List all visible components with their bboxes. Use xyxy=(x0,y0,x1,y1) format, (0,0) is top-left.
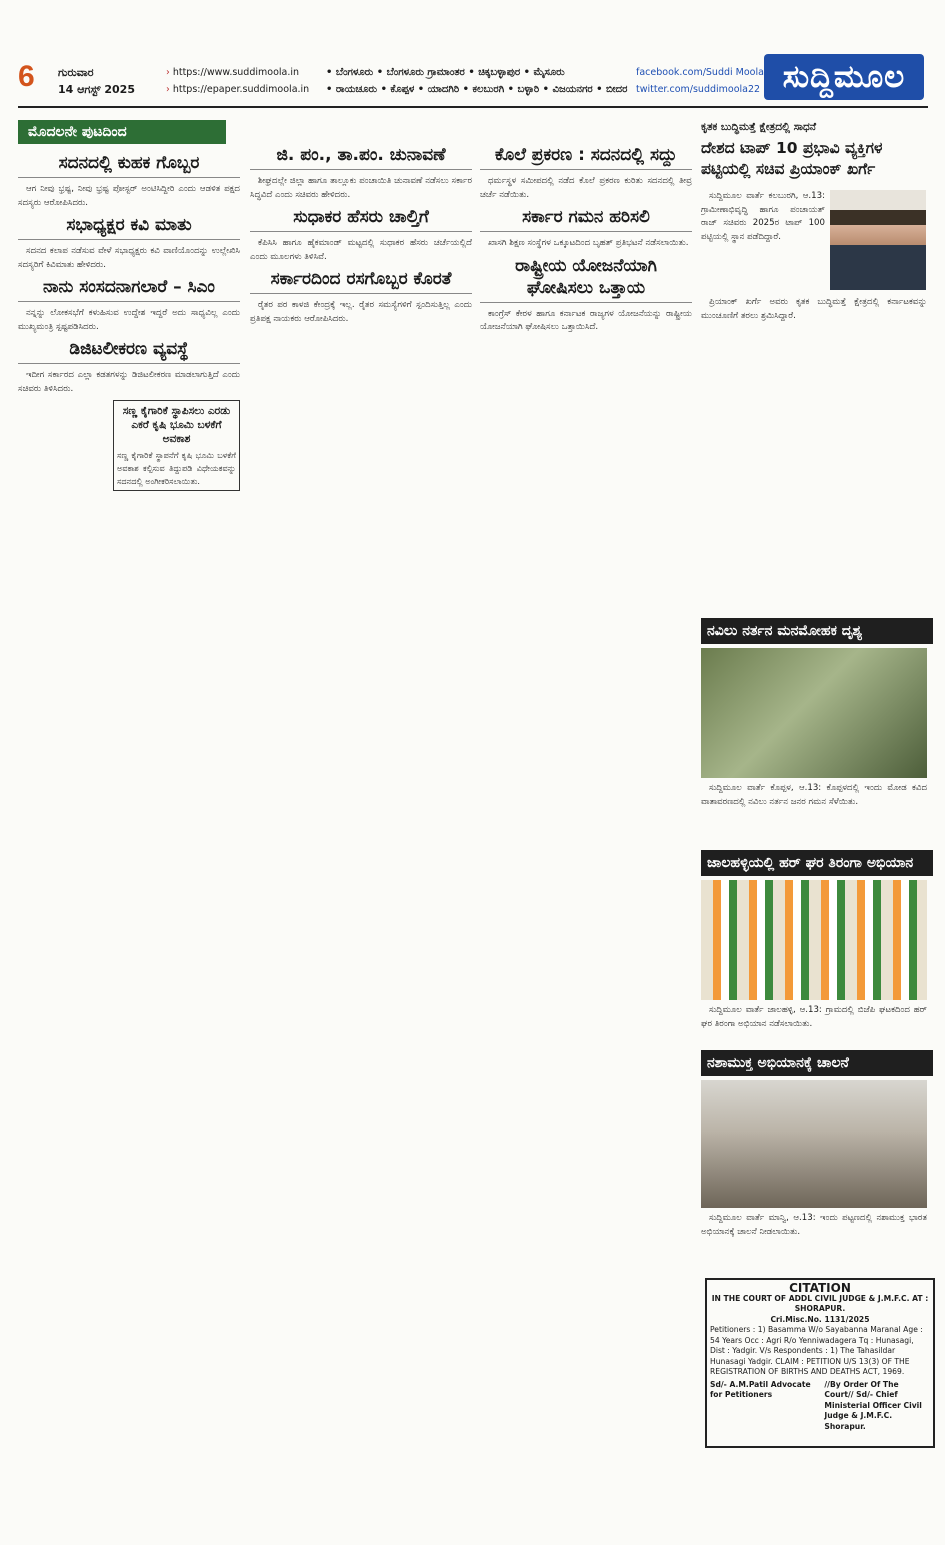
headline: ನಾನು ಸಂಸದನಾಗಲಾರೆ – ಸಿಎಂ xyxy=(18,276,240,302)
article-text-block xyxy=(701,1212,927,1272)
headline: ಜಿ. ಪಂ., ತಾ.ಪಂ. ಚುನಾವಣೆ xyxy=(250,144,472,170)
citation-court: IN THE COURT OF ADDL CIVIL JUDGE & J.M.F.C. AT : SHORAPUR. xyxy=(711,1293,929,1313)
peacock-photo xyxy=(701,648,927,778)
citation-case-number: Cri.Misc.No. 1131/2025 xyxy=(770,1314,870,1324)
kicker: ಕೃತಕ ಬುದ್ಧಿಮತ್ತೆ ಕ್ಷೇತ್ರದಲ್ಲಿ ಸಾಧನೆ xyxy=(701,121,817,133)
social-links xyxy=(636,64,764,98)
section-header: ನಶಾಮುಕ್ತ ಅಭಿಯಾನಕ್ಕೆ ಚಾಲನೆ xyxy=(701,1050,933,1076)
article-text: ರೈತರ ಪರ ಕಾಳಜಿ ಕೇಂದ್ರಕ್ಕೆ ಇಲ್ಲ. ರೈತರ ಸಮಸ್ಯೆಗಳಿಗೆ ಸ್ಪಂದಿಸುತ್ತಿಲ್ಲ ಎಂದು ಪ್ರತಿಪಕ್ಷ ನಾಯಕರು ಆರೋಪಿಸಿದರು. xyxy=(250,300,472,324)
box-text: ಸಣ್ಣ ಕೈಗಾರಿಕೆ ಸ್ಥಾಪನೆಗೆ ಕೃಷಿ ಭೂಮಿ ಬಳಕೆಗೆ ಅವಕಾಶ ಕಲ್ಪಿಸುವ ತಿದ್ದುಪಡಿ ವಿಧೇಯಕವನ್ನು ಸದನದಲ್ಲಿ ಅಂಗೀಕರಿಸಲಾಯಿತು. xyxy=(117,450,236,486)
article-text: ನನ್ನನ್ನು ಲೋಕಸಭೆಗೆ ಕಳುಹಿಸುವ ಉದ್ದೇಶ ಇದ್ದರೆ ಅದು ಸಾಧ್ಯವಿಲ್ಲ ಎಂದು ಮುಖ್ಯಮಂತ್ರಿ ಸ್ಪಷ್ಟಪಡಿಸಿದರು. xyxy=(18,308,240,332)
city-row-1: • ಬೆಂಗಳೂರು • ಬೆಂಗಳೂರು ಗ್ರಾಮಾಂತರ • ಚಿಕ್ಕಬಳ್ಳಾಪುರ • ಮೈಸೂರು xyxy=(326,67,565,78)
article-text: ಸುದ್ದಿಮೂಲ ವಾರ್ತೆ ಜಾಲಹಳ್ಳಿ, ಆ.13: ಗ್ರಾಮದಲ್ಲಿ ಬಿಜೆಪಿ ಘಟಕದಿಂದ ಹರ್ ಘರ ತಿರಂಗಾ ಅಭಿಯಾನ ನಡೆಸಲಾಯಿತು. xyxy=(701,1005,927,1029)
headline: ಸಭಾಧ್ಯಕ್ಷರ ಕವಿ ಮಾತು xyxy=(18,214,240,240)
article-text: ಸುದ್ದಿಮೂಲ ವಾರ್ತೆ ಮಾನ್ವಿ, ಆ.13: ಇಂದು ಪಟ್ಟಣದಲ್ಲಿ ನಶಾಮುಕ್ತ ಭಾರತ ಅಭಿಯಾನಕ್ಕೆ ಚಾಲನೆ ನೀಡಲಾಯಿತು. xyxy=(701,1213,927,1237)
article-text: ಕೆಪಿಸಿಸಿ ಹಾಗೂ ಹೈಕಮಾಂಡ್ ಮಟ್ಟದಲ್ಲಿ ಸುಧಾಕರ ಹೆಸರು ಚರ್ಚೆಯಲ್ಲಿದೆ ಎಂದು ಮೂಲಗಳು ತಿಳಿಸಿವೆ. xyxy=(250,238,472,262)
minister-photo xyxy=(830,190,926,290)
column-3 xyxy=(480,140,692,1523)
headline: ಸರ್ಕಾರದಿಂದ ರಸಗೊಬ್ಬರ ಕೊರತೆ xyxy=(250,268,472,294)
headline: ಸುಧಾಕರ ಹೆಸರು ಚಾಲ್ತಿಗೆ xyxy=(250,206,472,232)
section-header: ನವಿಲು ನರ್ತನ ಮನಮೋಹಕ ದೃಶ್ಯ xyxy=(701,618,933,644)
article-text: ಖಾಸಗಿ ಶಿಕ್ಷಣ ಸಂಸ್ಥೆಗಳ ಒಕ್ಕೂಟದಿಂದ ಬೃಹತ್ ಪ್ರತಿಭಟನೆ ನಡೆಸಲಾಯಿತು. xyxy=(488,238,689,248)
citation-sign-advocate: Sd/- A.M.Patil Advocate for Petitioners xyxy=(710,1379,811,1399)
article-text: ಧರ್ಮಸ್ಥಳ ಸಮೀಪದಲ್ಲಿ ನಡೆದ ಕೊಲೆ ಪ್ರಕರಣ ಕುರಿತು ಸದನದಲ್ಲಿ ತೀವ್ರ ಚರ್ಚೆ ನಡೆಯಿತು. xyxy=(480,176,692,200)
headline: ರಾಷ್ಟ್ರೀಯ ಯೋಜನೆಯಾಗಿ ಘೋಷಿಸಲು ಒತ್ತಾಯ xyxy=(480,255,692,303)
citation-body: Petitioners : 1) Basamma W/o Sayabanna Maranal Age : 54 Years Occ : Agri R/o Yenniwadagera Tq : Hunasagi, Dist : Yadgir. V/s Respondents : 1) The Tahasildar Hunasagi Yadgir. CLAIM : PETITION U/S 13(3) OF THE REGISTRATION OF BIRTHS AND DEATHS ACT, 1969. xyxy=(710,1325,923,1376)
citation-sign-court: //By Order Of The Court// Sd/- Chief Ministerial Officer Civil Judge & J.M.F.C. Shorapur. xyxy=(824,1379,922,1431)
article-text-block xyxy=(701,190,825,292)
section-band: ಮೊದಲನೇ ಪುಟದಿಂದ xyxy=(18,120,226,144)
column-2 xyxy=(250,140,472,1523)
masthead xyxy=(18,58,928,108)
sidebar-box xyxy=(113,400,240,491)
page-number: 6 xyxy=(18,60,35,93)
issue-day: ಗುರುವಾರ xyxy=(58,66,94,79)
citation-title: CITATION xyxy=(789,1281,851,1295)
article-text: ಆಗ ನೀವು ಭ್ರಷ್ಟ, ನೀವು ಭ್ರಷ್ಟ ಪೋಸ್ಟರ್ ಅಂಟಿಸಿದ್ದೀರಿ ಎಂದು ಆಡಳಿತ ಪಕ್ಷದ ಸದಸ್ಯರು ಆರೋಪಿಸಿದರು. xyxy=(18,184,240,208)
headline: ಸರ್ಕಾರ ಗಮನ ಹರಿಸಲಿ xyxy=(480,206,692,232)
column-1 xyxy=(18,148,240,1523)
article-text-block xyxy=(701,782,927,842)
article-text: ಸದನದ ಕಲಾಪ ನಡೆಸುವ ವೇಳೆ ಸಭಾಧ್ಯಕ್ಷರು ಕವಿ ವಾಣಿಯೊಂದನ್ನು ಉಲ್ಲೇಖಿಸಿ ಸದಸ್ಯರಿಗೆ ಕಿವಿಮಾತು ಹೇಳಿದರು. xyxy=(18,246,240,270)
article-text: ಇದೀಗ ಸರ್ಕಾರದ ಎಲ್ಲಾ ಕಡತಗಳನ್ನು ಡಿಜಿಟಲೀಕರಣ ಮಾಡಲಾಗುತ್ತಿದೆ ಎಂದು ಸಚಿವರು ತಿಳಿಸಿದರು. xyxy=(18,370,240,394)
article-text-block xyxy=(701,1004,927,1044)
court-citation xyxy=(705,1278,935,1448)
article-text: ಕಾಂಗ್ರೆಸ್ ಕೇರಳ ಹಾಗೂ ಕರ್ನಾಟಕ ರಾಜ್ಯಗಳ ಯೋಜನೆಯನ್ನು ರಾಷ್ಟ್ರೀಯ ಯೋಜನೆಯಾಗಿ ಘೋಷಿಸಲು ಒತ್ತಾಯಿಸಿದೆ. xyxy=(480,308,692,332)
issue-date-text: 14 ಆಗಸ್ಟ್ 2025 xyxy=(58,83,135,96)
epaper-link[interactable]: › https://epaper.suddimoola.in xyxy=(166,81,309,98)
article-text: ಸುದ್ದಿಮೂಲ ವಾರ್ತೆ ಕಲಬುರಗಿ, ಆ.13: ಗ್ರಾಮೀಣಾಭಿವೃದ್ಧಿ ಹಾಗೂ ಪಂಚಾಯತ್ ರಾಜ್ ಸಚಿವರು 2025ರ ಟಾಪ್ 100 ಪಟ್ಟಿಯಲ್ಲಿ ಸ್ಥಾನ ಪಡೆದಿದ್ದಾರೆ. xyxy=(701,191,825,242)
headline: ದೇಶದ ಟಾಪ್ 10 ಪ್ರಭಾವಿ ವ್ಯಕ್ತಿಗಳ ಪಟ್ಟಿಯಲ್ಲಿ ಸಚಿವ ಪ್ರಿಯಾಂಕ್ ಖರ್ಗೆ xyxy=(701,139,883,178)
article-text: ಶೀಘ್ರದಲ್ಲೇ ಜಿಲ್ಲಾ ಹಾಗೂ ತಾಲ್ಲೂಕು ಪಂಚಾಯಿತಿ ಚುನಾವಣೆ ನಡೆಸಲು ಸರ್ಕಾರ ಸಿದ್ಧವಿದೆ ಎಂದು ಸಚಿವರು ಹೇಳಿದರು. xyxy=(250,176,472,200)
headline: ಕೊಲೆ ಪ್ರಕರಣ : ಸದನದಲ್ಲಿ ಸದ್ದು xyxy=(480,144,692,170)
headline: ಡಿಜಿಟಲೀಕರಣ ವ್ಯವಸ್ಥೆ xyxy=(18,338,240,364)
headline: ಸದನದಲ್ಲಿ ಕುಹಕ ಗೊಬ್ಬರ xyxy=(18,152,240,178)
section-header: ಜಾಲಹಳ್ಳಿಯಲ್ಲಿ ಹರ್ ಘರ ತಿರಂಗಾ ಅಭಿಯಾನ xyxy=(701,850,933,876)
article-text: ಪ್ರಿಯಾಂಕ್ ಖರ್ಗೆ ಅವರು ಕೃತಕ ಬುದ್ಧಿಮತ್ತೆ ಕ್ಷೇತ್ರದಲ್ಲಿ ಕರ್ನಾಟಕವನ್ನು ಮುಂಚೂಣಿಗೆ ತರಲು ಶ್ರಮಿಸಿದ್ದಾರೆ. xyxy=(701,297,927,321)
issue-date xyxy=(58,64,135,98)
twitter-link[interactable]: twitter.com/suddimoola22 xyxy=(636,84,761,95)
drug-free-campaign-photo xyxy=(701,1080,927,1208)
article-text: ಸುದ್ದಿಮೂಲ ವಾರ್ತೆ ಕೊಪ್ಪಳ, ಆ.13: ಕೊಪ್ಪಳದಲ್ಲಿ ಇಂದು ಮೋಡ ಕವಿದ ವಾತಾವರಣದಲ್ಲಿ ನವಿಲು ನರ್ತನ ಜನರ ಗಮನ ಸೆಳೆಯಿತು. xyxy=(701,783,927,807)
website-link[interactable]: › https://www.suddimoola.in xyxy=(166,64,309,81)
newspaper-logo: ಸುದ್ದಿಮೂಲ xyxy=(764,54,924,100)
article-text-block xyxy=(701,296,927,614)
city-list xyxy=(326,64,646,98)
facebook-link[interactable]: facebook.com/Suddi Moola xyxy=(636,67,764,78)
box-title: ಸಣ್ಣ ಕೈಗಾರಿಕೆ ಸ್ಥಾಪಿಸಲು ಎರಡು ಎಕರೆ ಕೃಷಿ ಭೂಮಿ ಬಳಕೆಗೆ ಅವಕಾಶ xyxy=(122,405,231,445)
tiranga-rally-photo xyxy=(701,880,927,1000)
site-links xyxy=(166,64,309,98)
city-row-2: • ರಾಯಚೂರು • ಕೊಪ್ಪಳ • ಯಾದಗಿರಿ • ಕಲಬುರಗಿ • ಬಳ್ಳಾರಿ • ವಿಜಯನಗರ • ಬೀದರ xyxy=(326,84,628,95)
